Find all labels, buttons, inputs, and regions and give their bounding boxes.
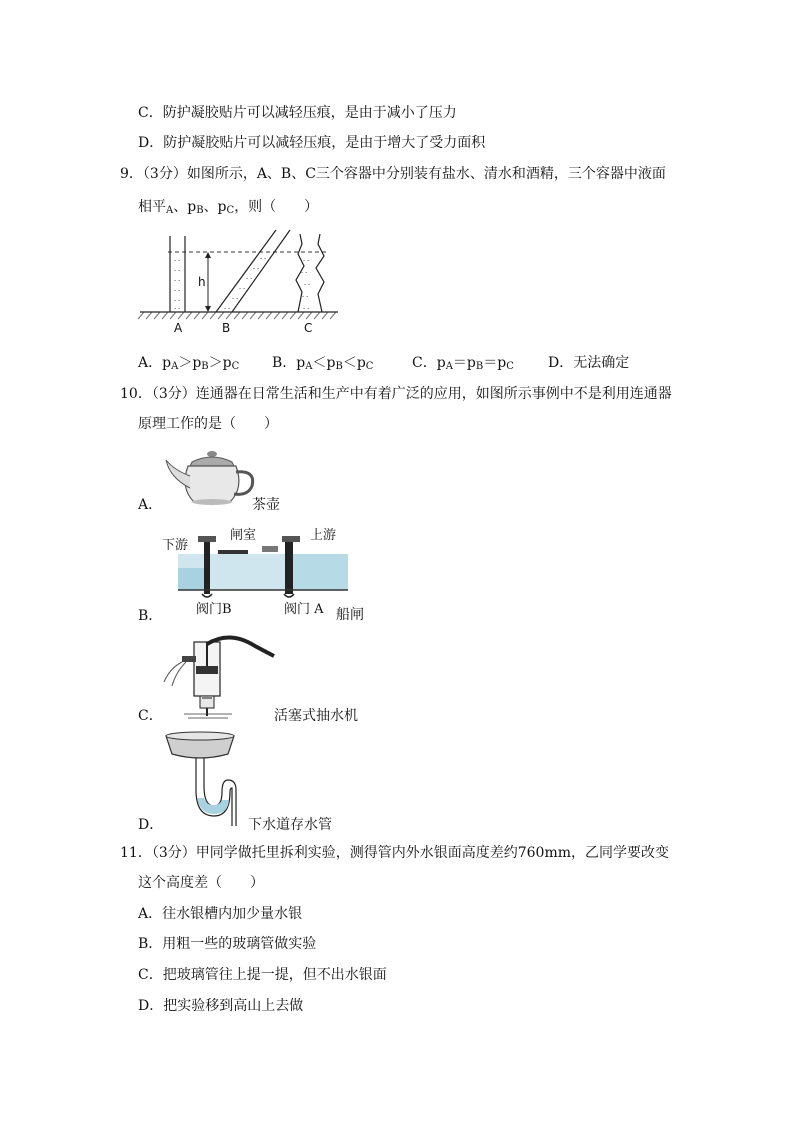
ship-lock-label-xiayou: 下游	[162, 538, 189, 553]
q10-option-a-letter: A．	[138, 497, 163, 513]
q10-option-d-letter: D．	[138, 817, 164, 833]
teapot-icon	[160, 448, 260, 508]
svg-text:- -: - -	[174, 267, 181, 274]
svg-text:- -: - -	[174, 287, 181, 294]
q9-stem-line1: 9．（3分）如图所示，A、B、C三个容器中分别装有盐水、清水和酒精，三个容器中液面	[120, 166, 666, 182]
q9-option-d: D．无法确定	[548, 355, 630, 371]
q11-option-b: B．用粗一些的玻璃管做实验	[138, 936, 317, 952]
svg-text:- -: - -	[174, 277, 181, 284]
q11-stem-line1: 11．（3分）甲同学做托里拆利实验，测得管内外水银面高度差约760mm，乙同学要改变	[120, 845, 669, 861]
q11-option-d: D．把实验移到高山上去做	[138, 998, 304, 1014]
svg-text:- -: - -	[224, 305, 231, 312]
svg-text:- -: - -	[246, 275, 253, 282]
q10-option-b-caption: 船闸	[336, 607, 364, 623]
q11-option-c: C．把玻璃管往上提一提，但不出水银面	[138, 967, 387, 983]
ship-lock-label-famen-a: 阀门 A	[284, 602, 324, 617]
ship-lock-label-famen-b: 阀门B	[196, 602, 232, 617]
q9-containers-figure	[138, 230, 348, 340]
q10-option-b-letter: B．	[138, 608, 163, 624]
svg-text:- -: - -	[253, 265, 260, 272]
q10-option-c-letter: C．	[138, 708, 163, 724]
svg-text:- -: - -	[174, 297, 181, 304]
svg-text:- -: - -	[174, 305, 181, 312]
q10-option-d-caption: 下水道存水管	[248, 817, 332, 833]
q9-figure-label-a: A	[174, 321, 183, 335]
q10-option-a-caption: 茶壶	[252, 497, 280, 513]
q9-figure-label-b: B	[222, 321, 231, 335]
ship-lock-label-shangyou: 上游	[310, 528, 337, 543]
q9-option-c: C．$p_A=p_B=p_C$	[412, 355, 514, 372]
piston-pump-figure	[160, 632, 280, 722]
svg-text:- -: - -	[260, 255, 267, 262]
q9-figure-label-h: h	[198, 275, 206, 289]
svg-text:- -: - -	[302, 293, 309, 300]
q9-option-a: A．$p_A>p_B>p_C$	[138, 355, 240, 372]
q10-stem-line2: 原理工作的是（ ）	[138, 416, 278, 432]
q11-option-a: A．往水银槽内加少量水银	[138, 906, 303, 922]
q10-option-c-caption: 活塞式抽水机	[274, 708, 358, 724]
svg-text:- -: - -	[304, 281, 311, 288]
q11-stem-line2: 这个高度差（ ）	[138, 875, 264, 891]
svg-text:- -: - -	[301, 269, 308, 276]
ship-lock-label-zhashi: 闸室	[230, 528, 257, 543]
drain-trap-figure	[164, 730, 254, 830]
q9-option-b: B．$p_A<p_B<p_C$	[272, 355, 374, 372]
q8-option-d: D．防护凝胶贴片可以减轻压痕，是由于增大了受力面积	[138, 135, 486, 151]
svg-text:- -: - -	[303, 305, 310, 312]
svg-text:- -: - -	[232, 295, 239, 302]
svg-text:- -: - -	[303, 257, 310, 264]
q10-stem-line1: 10．（3分）连通器在日常生活和生产中有着广泛的应用，如图所示事例中不是利用连通器	[120, 386, 672, 402]
q8-option-c: C．防护凝胶贴片可以减轻压痕，是由于减小了压力	[138, 105, 457, 121]
q9-figure-label-c: C	[304, 321, 313, 335]
svg-text:- -: - -	[174, 257, 181, 264]
svg-text:- -: - -	[239, 285, 246, 292]
q9-stem-line2: 相平$_A$、$p_B$、$p_C$，则（ ）	[138, 199, 319, 216]
